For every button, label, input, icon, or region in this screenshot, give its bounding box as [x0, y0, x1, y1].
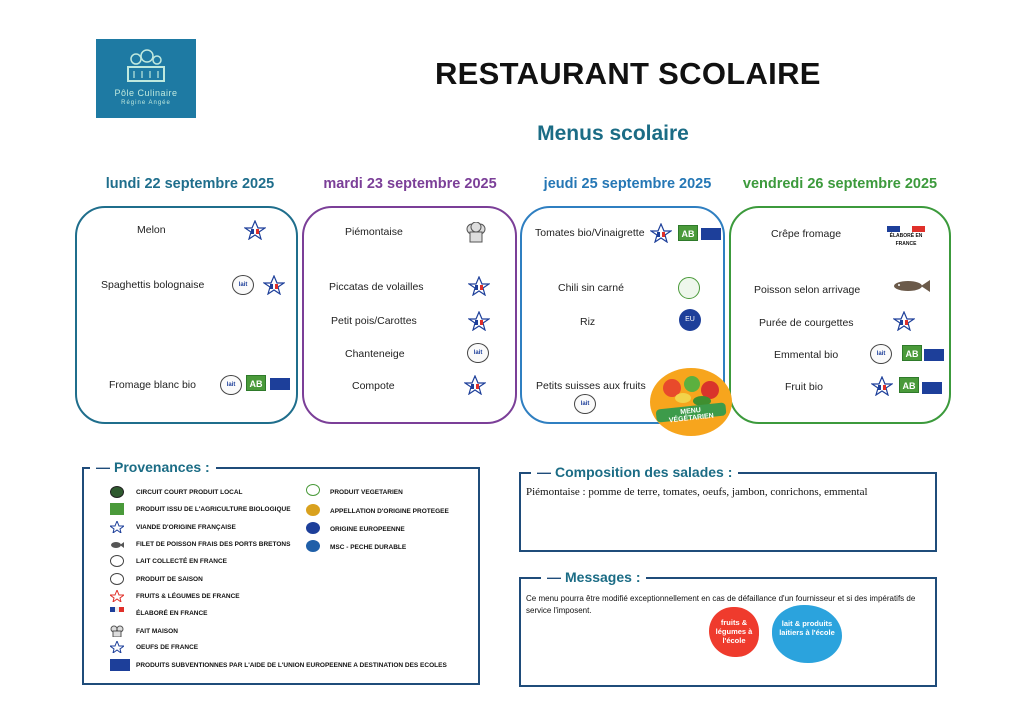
menu-item: Crêpe fromage [771, 228, 842, 240]
composition-title: — Composition des salades : [531, 464, 738, 480]
fruits-vegetables-france-icon [110, 590, 124, 602]
eu-flag-icon [924, 349, 944, 361]
vegetarian-menu-badge [650, 368, 732, 436]
lait-produits-laitiers-ecole-logo: lait & produits laitiers à l'école [772, 605, 842, 663]
page-subtitle: Menus scolaire [537, 122, 689, 145]
fruits-vegetables-france-icon [464, 375, 486, 395]
ab-bio-icon: AB [246, 375, 266, 391]
milk-france-icon: lait [220, 375, 242, 395]
fruits-vegetables-france-icon [650, 223, 672, 243]
legend-label: FRUITS & LÉGUMES DE FRANCE [136, 593, 240, 600]
vegetarian-icon [678, 277, 700, 299]
eu-origin-icon [306, 522, 320, 534]
menu-item: Emmental bio [774, 349, 839, 361]
eu-origin-icon: EU [679, 309, 701, 331]
menu-item: Purée de courgettes [759, 317, 854, 329]
menu-item: Spaghettis bolognaise [101, 279, 205, 291]
provenances-panel [82, 459, 480, 685]
chef-hat-icon [466, 222, 486, 244]
legend-label: FILET DE POISSON FRAIS DES PORTS BRETONS [136, 541, 291, 548]
menu-item: Petits suisses aux fruits [536, 380, 646, 392]
vegetarian-icon [306, 484, 320, 496]
milk-france-icon [110, 555, 124, 567]
composition-panel [519, 464, 937, 552]
menu-item: Tomates bio/Vinaigrette [535, 227, 645, 239]
menu-item: Poisson selon arrivage [754, 284, 861, 296]
menu-item: Fromage blanc bio [109, 379, 196, 391]
legend-label: OEUFS DE FRANCE [136, 644, 199, 651]
local-circuit-icon [110, 486, 124, 498]
menu-item: Chili sin carné [558, 282, 624, 294]
legend-label: PRODUIT DE SAISON [136, 576, 203, 583]
pole-culinaire-logo [96, 39, 196, 118]
legend-label: ORIGINE EUROPEENNE [330, 526, 405, 533]
day-header-tuesday: mardi 23 septembre 2025 [323, 176, 497, 192]
day-header-friday: vendredi 26 septembre 2025 [742, 176, 938, 192]
messages-panel [519, 569, 937, 687]
menu-item: Melon [137, 224, 166, 236]
legend-label: APPELLATION D'ORIGINE PROTEGEE [330, 508, 449, 515]
season-icon [110, 573, 124, 585]
messages-text: Ce menu pourra être modifié exceptionnellement en cas de défaillance d'un fournisseur et si des impératifs de service l'imposent. [526, 594, 916, 615]
legend-label: FAIT MAISON [136, 628, 178, 635]
page-title: RESTAURANT SCOLAIRE [435, 56, 821, 91]
legend-label: PRODUIT ISSU DE L'AGRICULTURE BIOLOGIQUE [136, 506, 291, 513]
milk-france-icon: lait [574, 394, 596, 414]
aop-icon [306, 504, 320, 516]
menu-item: Piccatas de volailles [329, 281, 424, 293]
french-meat-icon [468, 276, 490, 296]
menu-item: Piémontaise [345, 226, 403, 238]
menu-item: Riz [580, 316, 596, 328]
provenances-title: — Provenances : [90, 459, 216, 475]
logo-subtitle: Régine Angée [121, 100, 171, 106]
menu-item: Chanteneige [345, 348, 405, 360]
legend-label: LAIT COLLECTÉ EN FRANCE [136, 558, 227, 565]
made-in-france-icon: ÉLABORÉ EN FRANCE [887, 226, 925, 248]
ab-bio-icon: AB [678, 225, 698, 241]
french-meat-icon [263, 275, 285, 295]
french-meat-icon [110, 521, 124, 533]
fruits-legumes-ecole-logo: fruits & légumes à l'école [709, 607, 759, 657]
eu-flag-icon [270, 378, 290, 390]
legend-label: ÉLABORÉ EN FRANCE [136, 610, 208, 617]
fruits-vegetables-france-icon [871, 376, 893, 396]
menu-item: Petit pois/Carottes [331, 315, 417, 327]
ab-bio-icon: AB [902, 345, 922, 361]
eu-flag-icon [701, 228, 721, 240]
milk-france-icon: lait [467, 343, 489, 363]
day-header-monday: lundi 22 septembre 2025 [105, 176, 275, 192]
milk-france-icon: lait [870, 344, 892, 364]
eu-flag-icon [110, 659, 130, 671]
legend-label: MSC - PECHE DURABLE [330, 544, 407, 551]
composition-text: Piémontaise : pomme de terre, tomates, oeufs, jambon, conrichons, emmental [526, 486, 868, 498]
vegetarian-menu-label: MENU VÉGÉTARIEN [668, 406, 715, 425]
legend-label: PRODUITS SUBVENTIONNES PAR L'AIDE DE L'UNION EUROPEENNE A DESTINATION DES ECOLES [136, 662, 447, 669]
made-in-france-icon [110, 607, 124, 619]
cooking-pot-icon [124, 47, 168, 85]
menu-item: Fruit bio [785, 381, 823, 393]
fruits-vegetables-france-icon [468, 311, 490, 331]
legend-label: CIRCUIT COURT PRODUIT LOCAL [136, 489, 243, 496]
fish-icon [110, 539, 124, 551]
ab-bio-icon: AB [899, 377, 919, 393]
homemade-chef-hat-icon [110, 625, 124, 637]
vegetables-illustration-icon [650, 368, 732, 436]
eu-flag-icon [922, 382, 942, 394]
french-meat-icon [244, 220, 266, 240]
day-header-thursday: jeudi 25 septembre 2025 [543, 176, 712, 192]
menu-item: Compote [352, 380, 395, 392]
fruits-vegetables-france-icon [893, 311, 915, 331]
ab-bio-icon [110, 503, 124, 515]
eggs-france-icon [110, 641, 124, 653]
msc-icon [306, 540, 320, 552]
legend-label: PRODUIT VEGETARIEN [330, 489, 403, 496]
logo-name: Pôle Culinaire [114, 88, 178, 98]
milk-france-icon: lait [232, 275, 254, 295]
fish-icon [891, 279, 931, 293]
legend-label: VIANDE D'ORIGINE FRANÇAISE [136, 524, 236, 531]
messages-title: — Messages : [541, 569, 646, 585]
